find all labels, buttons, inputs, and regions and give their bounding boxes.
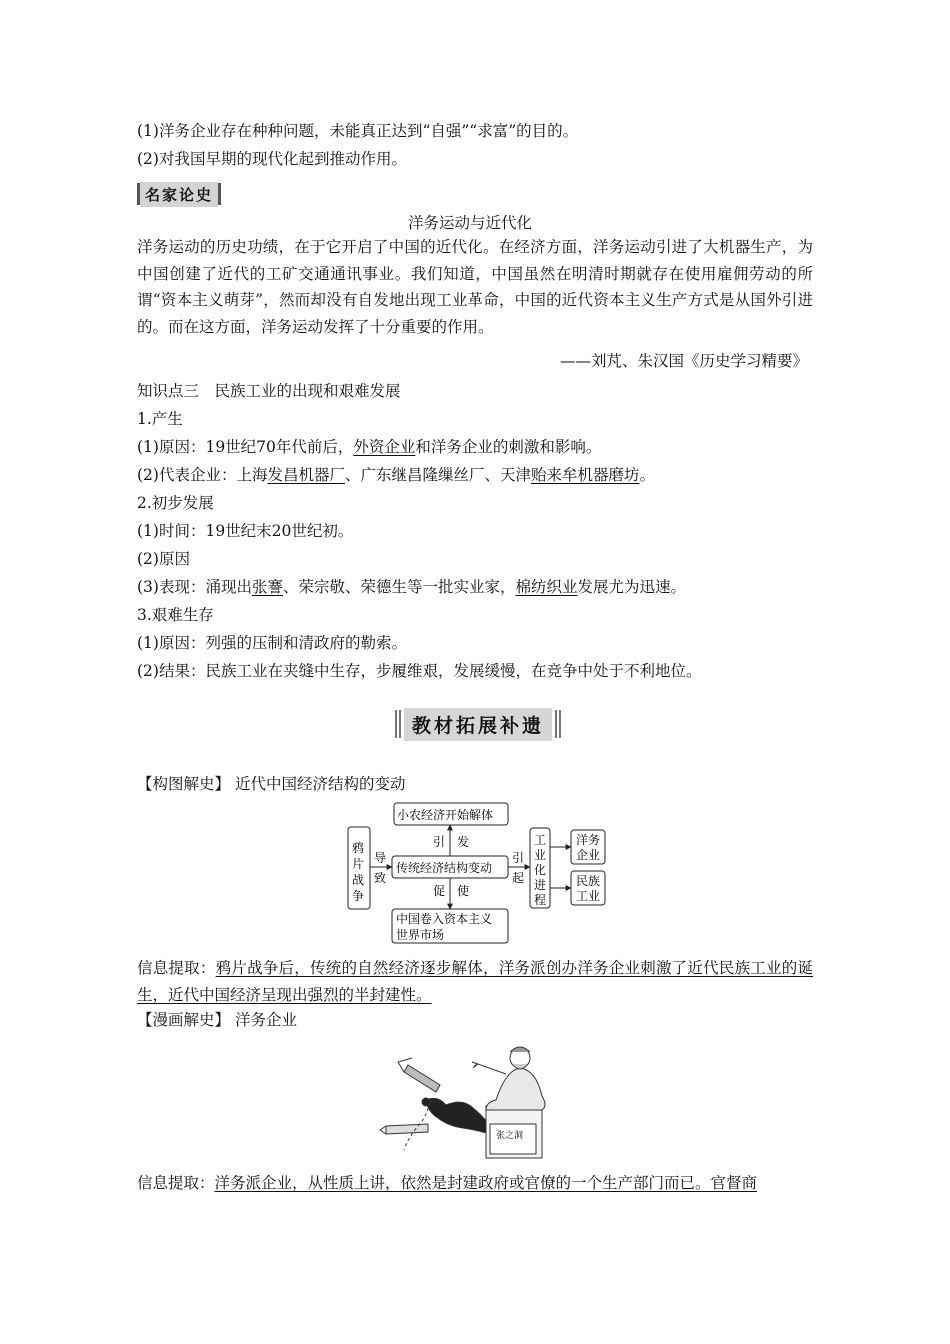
section-label: 名家论史 [140,182,218,207]
figure1-info-text: 鸦片战争后，传统的自然经济逐步解体，洋务派创办洋务企业刺激了近代民族工业的诞生，近代中国经济呈现出强烈的半封建性。 [137,959,813,1004]
diagram-left-3: 战 [352,873,365,887]
knowledge-s3-reason: (1)原因：列强的压制和清政府的勒索。 [137,634,407,652]
figure2-heading: 【漫画解史】 洋务企业 [137,1011,297,1029]
diagram-lead-2: 致 [374,871,387,885]
figure2-info: 信息提取：洋务派企业，从性质上讲，依然是封建政府或官僚的一个生产部门而已。官督商 [137,1174,758,1192]
underline-term: 棉纺织业 [515,578,578,596]
figure1-info: 信息提取：鸦片战争后，传统的自然经济逐步解体，洋务派创办洋务企业刺激了近代民族工业的诞生，近代中国经济呈现出强烈的半封建性。 [137,959,813,1004]
diagram-bottom-2: 世界市场 [396,928,445,942]
section-label-box [137,182,221,206]
economy-structure-diagram [345,800,610,945]
banner-label: 教材拓展补遗 [404,708,552,741]
intro-line-2: (2)对我国早期的现代化起到推动作用。 [137,150,407,168]
diagram-out2-a: 民族 [576,874,601,888]
diagram-bottom-1: 中国卷入资本主义 [396,912,493,926]
diagram-cause-2: 起 [512,871,525,885]
diagram-left-2: 片 [352,857,365,871]
knowledge-s1-reason: (1)原因：19世纪70年代前后，外资企业和洋务企业的刺激和影响。 [137,438,602,456]
underline-term: 外资企业 [353,438,416,456]
diagram-left-4: 争 [352,889,365,903]
diagram-out2-b: 工业 [576,889,601,903]
knowledge-s3-result: (2)结果：民族工业在夹缝中生存，步履维艰，发展缓慢，在竞争中处于不利地位。 [137,662,702,680]
diagram-trigger: 引 发 [433,835,470,849]
diagram-lead-1: 导 [374,851,387,865]
diagram-promote: 促 使 [433,884,470,898]
diagram-process: 工业化进程 [534,833,547,907]
knowledge-s2-show: (3)表现：涌现出张謇、荣宗敬、荣德生等一批实业家，棉纺织业发展尤为迅速。 [137,578,687,596]
knowledge-s2: 2.初步发展 [137,494,214,512]
knowledge-s1-rep: (2)代表企业：上海发昌机器厂、广东继昌隆缫丝厂、天津贻来牟机器磨坊。 [137,466,656,484]
intro-line-1: (1)洋务企业存在种种问题，未能真正达到“自强”“求富”的目的。 [137,122,579,140]
essay-title: 洋务运动与近代化 [408,214,533,232]
diagram-out1-a: 洋务 [576,833,601,847]
knowledge-heading: 知识点三 民族工业的出现和艰难发展 [137,382,401,400]
figure1-heading: 【构图解史】 近代中国经济结构的变动 [137,775,406,793]
underline-term: 贻来牟机器磨坊 [531,466,640,484]
section-banner [395,708,561,740]
diagram-left-1: 鸦 [352,841,365,855]
diagram-out1-b: 企业 [576,848,601,862]
cartoon-name-label: 张之洞 [496,1131,524,1141]
knowledge-s2-reason: (2)原因 [137,550,190,568]
essay-body: 洋务运动的历史功绩，在于它开启了中国的近代化。在经济方面，洋务运动引进了大机器生产，为中国创建了近代的工矿交通通讯事业。我们知道，中国虽然在明清时期就存在使用雇佣劳动的所谓“资本主义萌芽”，然而却没有自发地出现工业革命，中国的近代资本主义生产方式是从国外引进的。而在这方面，洋务运动发挥了十分重要的作用。 [137,238,813,336]
knowledge-s2-time: (1)时间：19世纪末20世纪初。 [137,522,354,540]
knowledge-s1: 1.产生 [137,410,183,428]
diagram-top: 小农经济开始解体 [397,808,494,822]
essay-source: ——刘芃、朱汉国《历史学习精要》 [560,352,809,370]
cartoon-illustration [378,1040,558,1168]
diagram-cause-1: 引 [512,851,525,865]
underline-term: 张謇 [251,578,283,596]
diagram-center: 传统经济结构变动 [396,861,493,875]
underline-term: 发昌机器厂 [267,466,345,484]
figure2-info-text: 洋务派企业，从性质上讲，依然是封建政府或官僚的一个生产部门而已。官督商 [214,1174,758,1192]
knowledge-s3: 3.艰难生存 [137,606,214,624]
